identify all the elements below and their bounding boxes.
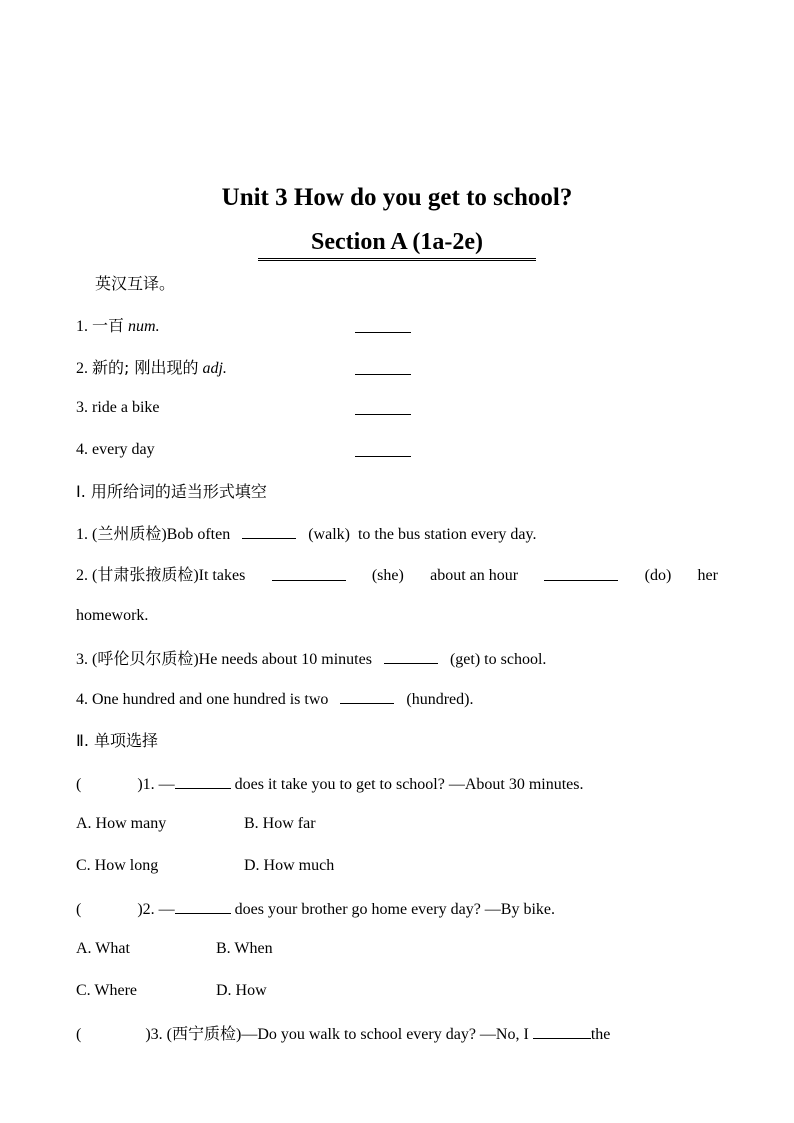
page-title: Unit 3 How do you get to school? bbox=[221, 184, 573, 211]
vocab-item-1: 1. 一百 num. bbox=[76, 316, 160, 335]
fill-blank[interactable] bbox=[533, 1024, 591, 1039]
part2-heading: Ⅱ. 单项选择 bbox=[76, 731, 159, 750]
fill-blank[interactable] bbox=[544, 566, 618, 581]
fill-question-1: 1. (兰州质检)Bob often (walk) to the bus station every day. bbox=[76, 526, 537, 543]
choice-question-2: ( )2. — does your brother go home every day? —By bike. bbox=[76, 901, 556, 918]
fill-question-3: 3. (呼伦贝尔质检)He needs about 10 minutes (get) to school. bbox=[76, 651, 547, 668]
option-d[interactable]: D. How bbox=[216, 982, 267, 999]
choice-question-3: ( )3. (西宁质检)—Do you walk to school every day? —No, I the bbox=[76, 1026, 611, 1043]
fill-blank[interactable] bbox=[175, 774, 231, 789]
fill-question-2-cont: homework. bbox=[76, 607, 149, 624]
answer-blank-2[interactable] bbox=[355, 360, 411, 375]
option-c[interactable]: C. How long bbox=[76, 857, 159, 874]
vocab-item-4: 4. every day bbox=[76, 441, 155, 458]
fill-blank[interactable] bbox=[272, 566, 346, 581]
option-d[interactable]: D. How much bbox=[244, 857, 335, 874]
fill-question-2: 2. (甘肃张掖质检)It takes (she) about an hour (do) her bbox=[76, 567, 718, 584]
part0-heading: 英汉互译。 bbox=[95, 274, 176, 293]
fill-blank[interactable] bbox=[242, 524, 296, 539]
fill-question-4: 4. One hundred and one hundred is two (hundred). bbox=[76, 691, 474, 708]
fill-blank[interactable] bbox=[384, 649, 438, 664]
option-a[interactable]: A. What bbox=[76, 940, 130, 957]
section-title: Section A (1a-2e) bbox=[258, 226, 536, 261]
answer-blank-4[interactable] bbox=[355, 442, 411, 457]
option-b[interactable]: B. How far bbox=[244, 815, 316, 832]
answer-blank-3[interactable] bbox=[355, 400, 411, 415]
option-c[interactable]: C. Where bbox=[76, 982, 138, 999]
option-a[interactable]: A. How many bbox=[76, 815, 167, 832]
vocab-item-3: 3. ride a bike bbox=[76, 399, 160, 416]
fill-blank[interactable] bbox=[175, 899, 231, 914]
vocab-item-2: 2. 新的; 刚出现的 adj. bbox=[76, 358, 227, 377]
fill-blank[interactable] bbox=[340, 689, 394, 704]
choice-question-1: ( )1. — does it take you to get to school? —About 30 minutes. bbox=[76, 776, 584, 793]
part1-heading: Ⅰ. 用所给词的适当形式填空 bbox=[76, 482, 267, 501]
option-b[interactable]: B. When bbox=[216, 940, 273, 957]
answer-blank-1[interactable] bbox=[355, 318, 411, 333]
